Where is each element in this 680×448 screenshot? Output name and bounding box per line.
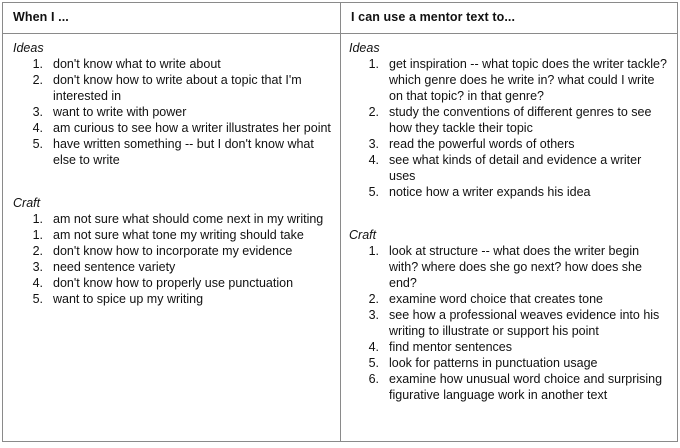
right-craft-list (349, 243, 671, 403)
item-text: see how a professional weaves evidence into his writing to illustrate or support his point (389, 308, 660, 338)
list-item (349, 152, 671, 184)
item-number: 6. (368, 372, 379, 386)
item-text: need sentence variety (53, 260, 176, 274)
list-item (349, 339, 671, 355)
left-column (13, 40, 333, 307)
item-text: don't know how to properly use punctuation (53, 276, 294, 290)
right-ideas-label: Ideas (349, 41, 380, 55)
item-text: want to write with power (53, 105, 187, 119)
mentor-text-table (2, 2, 678, 442)
list-item (349, 371, 671, 403)
list-item (349, 56, 671, 104)
left-craft-list (13, 211, 333, 307)
section-spacer (13, 168, 333, 195)
left-ideas-label: Ideas (13, 41, 44, 55)
list-item (13, 259, 333, 275)
item-number: 2. (32, 73, 43, 87)
item-number: 2. (32, 244, 43, 258)
item-number: 1. (32, 228, 43, 242)
item-number: 5. (32, 292, 43, 306)
item-text: get inspiration -- what topic does the writer tackle? which genre does he write in? what could I write on that topic? in that genre? (389, 57, 667, 103)
item-text: am curious to see how a writer illustrates her point (53, 121, 331, 135)
list-item (13, 243, 333, 259)
item-text: have written something -- but I don't know what else to write (53, 137, 314, 167)
list-item (13, 291, 333, 307)
item-text: look for patterns in punctuation usage (389, 356, 598, 370)
item-number: 3. (368, 137, 379, 151)
section-spacer (349, 200, 671, 227)
left-craft-label: Craft (13, 196, 41, 210)
list-item (13, 56, 333, 72)
item-text: don't know how to incorporate my evidence (53, 244, 293, 258)
item-text: notice how a writer expands his idea (389, 185, 591, 199)
header-when-i: When I ... (13, 10, 69, 24)
item-number: 2. (368, 105, 379, 119)
item-text: look at structure -- what does the writer begin with? where does she go next? how does she end? (389, 244, 642, 290)
item-text: don't know what to write about (53, 57, 221, 71)
list-item (13, 211, 333, 227)
item-number: 3. (368, 308, 379, 322)
list-item (13, 227, 333, 243)
item-text: examine word choice that creates tone (389, 292, 604, 306)
item-number: 1. (368, 244, 379, 258)
item-number: 1. (368, 57, 379, 71)
column-divider (340, 3, 341, 441)
list-item (349, 104, 671, 136)
list-item (13, 104, 333, 120)
item-text: find mentor sentences (389, 340, 512, 354)
list-item (349, 291, 671, 307)
list-item (349, 307, 671, 339)
item-text: don't know how to write about a topic that I'm interested in (53, 73, 302, 103)
item-number: 4. (32, 121, 43, 135)
item-number: 1. (32, 212, 43, 226)
item-text: read the powerful words of others (389, 137, 575, 151)
item-number: 1. (32, 57, 43, 71)
item-number: 5. (32, 137, 43, 151)
item-number: 5. (368, 356, 379, 370)
item-number: 4. (368, 340, 379, 354)
list-item (349, 184, 671, 200)
item-text: want to spice up my writing (53, 292, 204, 306)
item-text: am not sure what tone my writing should take (53, 228, 304, 242)
left-ideas-list (13, 56, 333, 168)
item-number: 5. (368, 185, 379, 199)
item-text: examine how unusual word choice and surprising figurative language work in another text (389, 372, 663, 402)
header-mentor-text: I can use a mentor text to... (351, 10, 516, 24)
list-item (349, 355, 671, 371)
list-item (349, 136, 671, 152)
item-number: 4. (368, 153, 379, 167)
list-item (349, 243, 671, 291)
item-text: study the conventions of different genres to see how they tackle their topic (389, 105, 652, 135)
item-number: 2. (368, 292, 379, 306)
item-number: 3. (32, 105, 43, 119)
list-item (13, 136, 333, 168)
right-column (349, 40, 671, 403)
list-item (13, 72, 333, 104)
item-text: see what kinds of detail and evidence a writer uses (389, 153, 642, 183)
right-craft-label: Craft (349, 228, 377, 242)
right-ideas-list (349, 56, 671, 200)
item-number: 4. (32, 276, 43, 290)
item-number: 3. (32, 260, 43, 274)
list-item (13, 275, 333, 291)
item-text: am not sure what should come next in my writing (53, 212, 324, 226)
list-item (13, 120, 333, 136)
